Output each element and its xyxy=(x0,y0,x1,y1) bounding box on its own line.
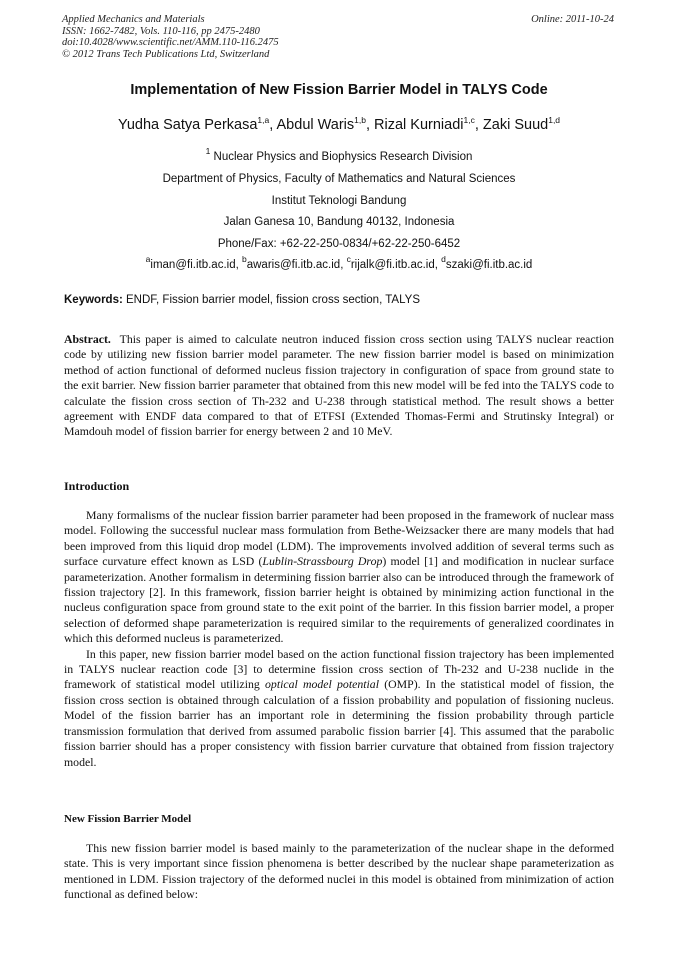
paper-title: Implementation of New Fission Barrier Model in TALYS Code xyxy=(130,82,548,98)
copyright-line: © 2012 Trans Tech Publications Ltd, Switzerland xyxy=(62,48,270,60)
email-link[interactable]: $^d$szaki@fi.itb.ac.id xyxy=(441,254,533,271)
introduction-body xyxy=(64,508,614,770)
author: Rizal Kurniadi$^{1,c}$, xyxy=(374,115,483,133)
keywords-text: ENDF, Fission barrier model, fission cross section, TALYS xyxy=(126,294,420,306)
author: Zaki Suud$^{1,d}$ xyxy=(482,115,561,133)
section-body xyxy=(64,841,614,903)
affiliation-division: $^1$ Nuclear Physics and Biophysics Research Division xyxy=(205,146,473,163)
affiliation-address: Jalan Ganesa 10, Bandung 40132, Indonesia xyxy=(223,216,455,228)
keywords-label: Keywords: xyxy=(64,294,123,306)
keywords xyxy=(64,294,420,306)
abstract xyxy=(64,332,614,440)
section-heading: New Fission Barrier Model xyxy=(64,813,192,825)
abstract-label: Abstract. xyxy=(64,332,111,346)
journal-header xyxy=(62,14,279,60)
intro-paragraph: In this paper, new fission barrier model based on the action functional fission trajectory has been implemented in TALYS nuclear reaction code [3] to determine fission cross section of Th-232 and U-238 nuclide in the framework of statistical model utilizing optical model potential (OMP). In the statistical model of fission, the fission cross section is obtained through calculation of a fission probability and population of fissioning nucleus. Model of the fission barrier has an important role in determining the fission probability through particle transmission formulation that derived from assumed parabolic fission barrier [4]. This assumed that the parabolic fission barrier should has a proper consistency with fission barrier curvature that obtained from fission trajectory model. xyxy=(64,646,615,769)
email-link[interactable]: $^c$rijalk@fi.itb.ac.id xyxy=(346,254,435,271)
online-date: Online: 2011-10-24 xyxy=(531,14,614,25)
journal-name: Applied Mechanics and Materials xyxy=(62,14,205,25)
section-paragraph: This new fission barrier model is based mainly to the parameterization of the nuclear shape in the deformed state. This is very important since fission phenomena is better described by the nuclear shape parameterization as mentioned in LDM. Fission trajectory of the deformed nuclei in this model is obtained from minimization of action functional as defined below: xyxy=(64,841,614,902)
affiliation-department: Department of Physics, Faculty of Mathematics and Natural Sciences xyxy=(162,173,516,185)
issn-line: ISSN: 1662-7482, Vols. 110-116, pp 2475-2480 xyxy=(62,25,260,37)
abstract-text: This paper is aimed to calculate neutron induced fission cross section using TALYS nuclear reaction code by utilizing new fission barrier model parameter. The new fission barrier model is based on minimization method of action functional of deformed nucleus fission trajectory in configuration of space from ground state to the exit barrier. New fission barrier parameter that obtained from this new model will be fed into the TALYS code to calculate the fission cross section of Th-232 and U-238 through statistical method. The result shows a better agreement with ENDF data compared to that of ETFSI (Extended Thomas-Fermi and Strutinsky Integral) or Mamdouh model of fission barrier for energy between 2 and 10 MeV. xyxy=(64,332,614,439)
author-list xyxy=(0,117,678,133)
affiliation-institute: Institut Teknologi Bandung xyxy=(271,195,407,207)
email-link[interactable]: $^b$awaris@fi.itb.ac.id xyxy=(241,254,341,271)
email-link[interactable]: $^a$iman@fi.itb.ac.id xyxy=(145,254,236,271)
doi-line: doi:10.4028/www.scientific.net/AMM.110-116.2475 xyxy=(62,37,279,48)
introduction-heading: Introduction xyxy=(64,479,130,493)
author: Yudha Satya Perkasa$^{1,a}$, xyxy=(117,115,277,133)
affiliation-phone: Phone/Fax: +62-22-250-0834/+62-22-250-6452 xyxy=(217,238,461,250)
intro-paragraph: Many formalisms of the nuclear fission barrier parameter had been proposed in the framework of nuclear mass model. Following the successful nuclear mass formulation from Bethe-Weizsacker there are many models that had been improved from this liquid drop model (LDM). The improvements involved addition of several terms such as surface curvature effect known as LSD (Lublin-Strassbourg Drop) model [1] and modification in nuclear surface parameterization. Another formalism in determining fission barrier also can be introduced through the framework of fission trajectory [2]. In this framework, fission barrier height is obtained by minimizing action functional in the nucleus configuration space from ground state to the exit point of the barrier. In this fission barrier model, a proper selection of deformed shape parameterization is required similar to the requirements of generalized coordinates in which this deformed nucleus is parameterized. xyxy=(64,508,614,646)
author-emails: $^a$iman@fi.itb.ac.id, $^b$awaris@fi.itb.ac.id, $^c$rijalk@fi.itb.ac.id, $^d$szaki@fi.itb.ac.id xyxy=(145,254,533,271)
author: Abdul Waris$^{1,b}$, xyxy=(276,115,375,133)
